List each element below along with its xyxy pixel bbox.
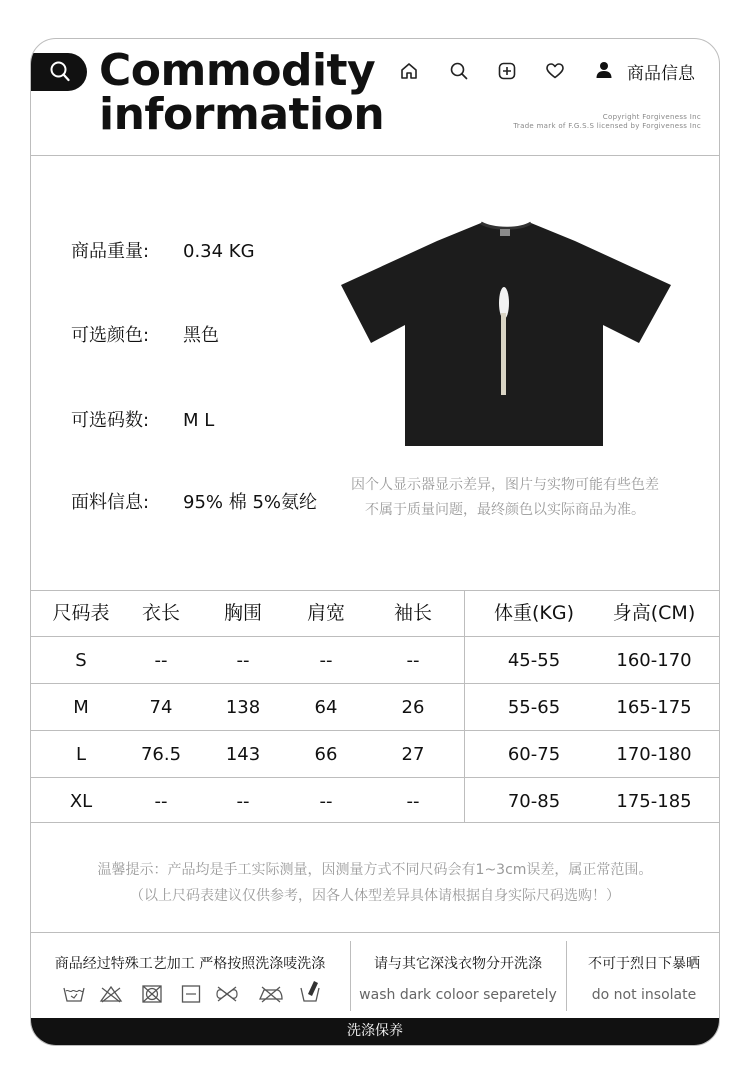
table-cell: -- (236, 650, 250, 671)
copyright-line-1: Copyright Forgiveness Inc (602, 113, 701, 121)
table-cell: -- (406, 650, 420, 671)
measurement-tips (31, 857, 719, 909)
care-column-process (39, 953, 341, 973)
page-title (99, 45, 385, 140)
table-cell: 45-55 (507, 650, 561, 671)
table-cell: 138 (225, 697, 261, 718)
table-cell: -- (154, 791, 168, 812)
tips-line-2: （以上尺码表建议仅供参考，因各人体型差异具体请根据自身实际尺码选购！） (130, 888, 620, 904)
info-row-weight (71, 237, 255, 263)
table-header-cell: 尺码表 (52, 602, 110, 624)
table-header-cell: 袖长 (393, 602, 432, 624)
copyright-line-2: Trade mark of F.G.S.S licensed by Forgiveness Inc (513, 122, 701, 130)
table-header-cell: 体重(KG) (493, 602, 574, 624)
table-cell-size: L (75, 744, 87, 765)
care-title: 不可于烈日下暴晒 (588, 956, 700, 972)
table-row (31, 684, 719, 731)
disclaimer-line-2: 不属于质量问题，最终颜色以实际商品为准。 (365, 502, 645, 518)
table-cell: 27 (401, 744, 425, 765)
table-row (31, 778, 719, 825)
table-cell-size: XL (69, 791, 93, 812)
info-value: 95% 棉 5%氨纶 (183, 492, 318, 513)
footer-label: 洗涤保养 (347, 1023, 403, 1039)
care-divider (31, 932, 719, 933)
table-cell: -- (319, 791, 333, 812)
search-icon (50, 61, 70, 83)
table-cell: 64 (314, 697, 338, 718)
line-dry-icon (181, 985, 201, 1003)
info-row-color (71, 321, 219, 347)
table-cell: 160-170 (616, 650, 692, 671)
table-cell: -- (154, 650, 168, 671)
info-row-sizes (71, 406, 214, 432)
no-iron-icon (257, 985, 285, 1003)
table-cell: 60-75 (507, 744, 561, 765)
table-cell: 143 (225, 744, 261, 765)
table-header-row (31, 590, 719, 637)
care-column-divider (350, 941, 351, 1011)
table-cell-size: S (75, 650, 87, 671)
search-button[interactable] (31, 53, 87, 91)
care-column-separate (353, 953, 563, 1003)
tips-line-1: 温馨提示：产品均是手工实际测量，因测量方式不同尺码会有1~3cm误差，属正常范围。 (97, 862, 653, 878)
table-cell-size: M (73, 697, 89, 718)
home-icon[interactable] (399, 61, 419, 81)
info-label: 可选码数: (71, 410, 150, 431)
info-value: M L (183, 410, 215, 431)
footer-bar (31, 1018, 719, 1045)
product-image-tshirt (339, 217, 673, 449)
table-cell: 74 (149, 697, 173, 718)
table-cell: 170-180 (616, 744, 692, 765)
dry-clean-icon (299, 977, 321, 1003)
no-bleach-icon (99, 985, 123, 1003)
table-row (31, 731, 719, 778)
no-tumble-dry-icon (141, 985, 163, 1003)
table-cell: -- (406, 791, 420, 812)
no-wring-icon (215, 985, 239, 1003)
table-bottom-border (31, 822, 719, 823)
title-line-2: information (99, 89, 385, 140)
commodity-card (30, 38, 720, 1046)
care-subtitle: wash dark coloor separetely (359, 987, 557, 1003)
table-header-cell: 肩宽 (306, 602, 345, 624)
color-disclaimer (329, 473, 681, 523)
info-label: 可选颜色: (71, 325, 150, 346)
info-label: 商品重量: (71, 241, 150, 262)
care-column-divider (566, 941, 567, 1011)
table-column-divider (464, 590, 465, 823)
nav-label-commodity-info[interactable]: 商品信息 (627, 64, 695, 84)
info-value: 黑色 (183, 325, 219, 346)
table-cell: 76.5 (140, 744, 182, 765)
hand-wash-icon (63, 985, 85, 1003)
table-cell: 165-175 (616, 697, 692, 718)
table-cell: 66 (314, 744, 338, 765)
table-cell: 26 (401, 697, 425, 718)
search-icon[interactable] (449, 61, 469, 81)
info-label: 面料信息: (71, 492, 150, 513)
header-divider (31, 155, 719, 156)
table-header-cell: 衣长 (141, 602, 180, 624)
copyright-text (513, 113, 701, 131)
info-row-fabric (71, 488, 317, 514)
table-cell: -- (319, 650, 333, 671)
care-column-sun (569, 953, 719, 1003)
table-header-cell: 身高(CM) (612, 602, 696, 624)
table-cell: 55-65 (507, 697, 561, 718)
table-header-cell: 胸围 (223, 602, 262, 624)
table-cell: -- (236, 791, 250, 812)
add-icon[interactable] (497, 61, 517, 81)
heart-icon[interactable] (545, 61, 565, 81)
care-title: 请与其它深浅衣物分开洗涤 (374, 956, 542, 972)
info-value: 0.34 KG (183, 241, 255, 262)
table-cell: 175-185 (616, 791, 692, 812)
table-cell: 70-85 (507, 791, 561, 812)
user-icon[interactable] (596, 61, 612, 79)
care-title: 商品经过特殊工艺加工 严格按照洗涤唛洗涤 (54, 956, 326, 972)
table-row (31, 637, 719, 684)
disclaimer-line-1: 因个人显示器显示差异，图片与实物可能有些色差 (351, 477, 659, 493)
care-subtitle: do not insolate (591, 987, 697, 1003)
title-line-1: Commodity (99, 45, 376, 96)
